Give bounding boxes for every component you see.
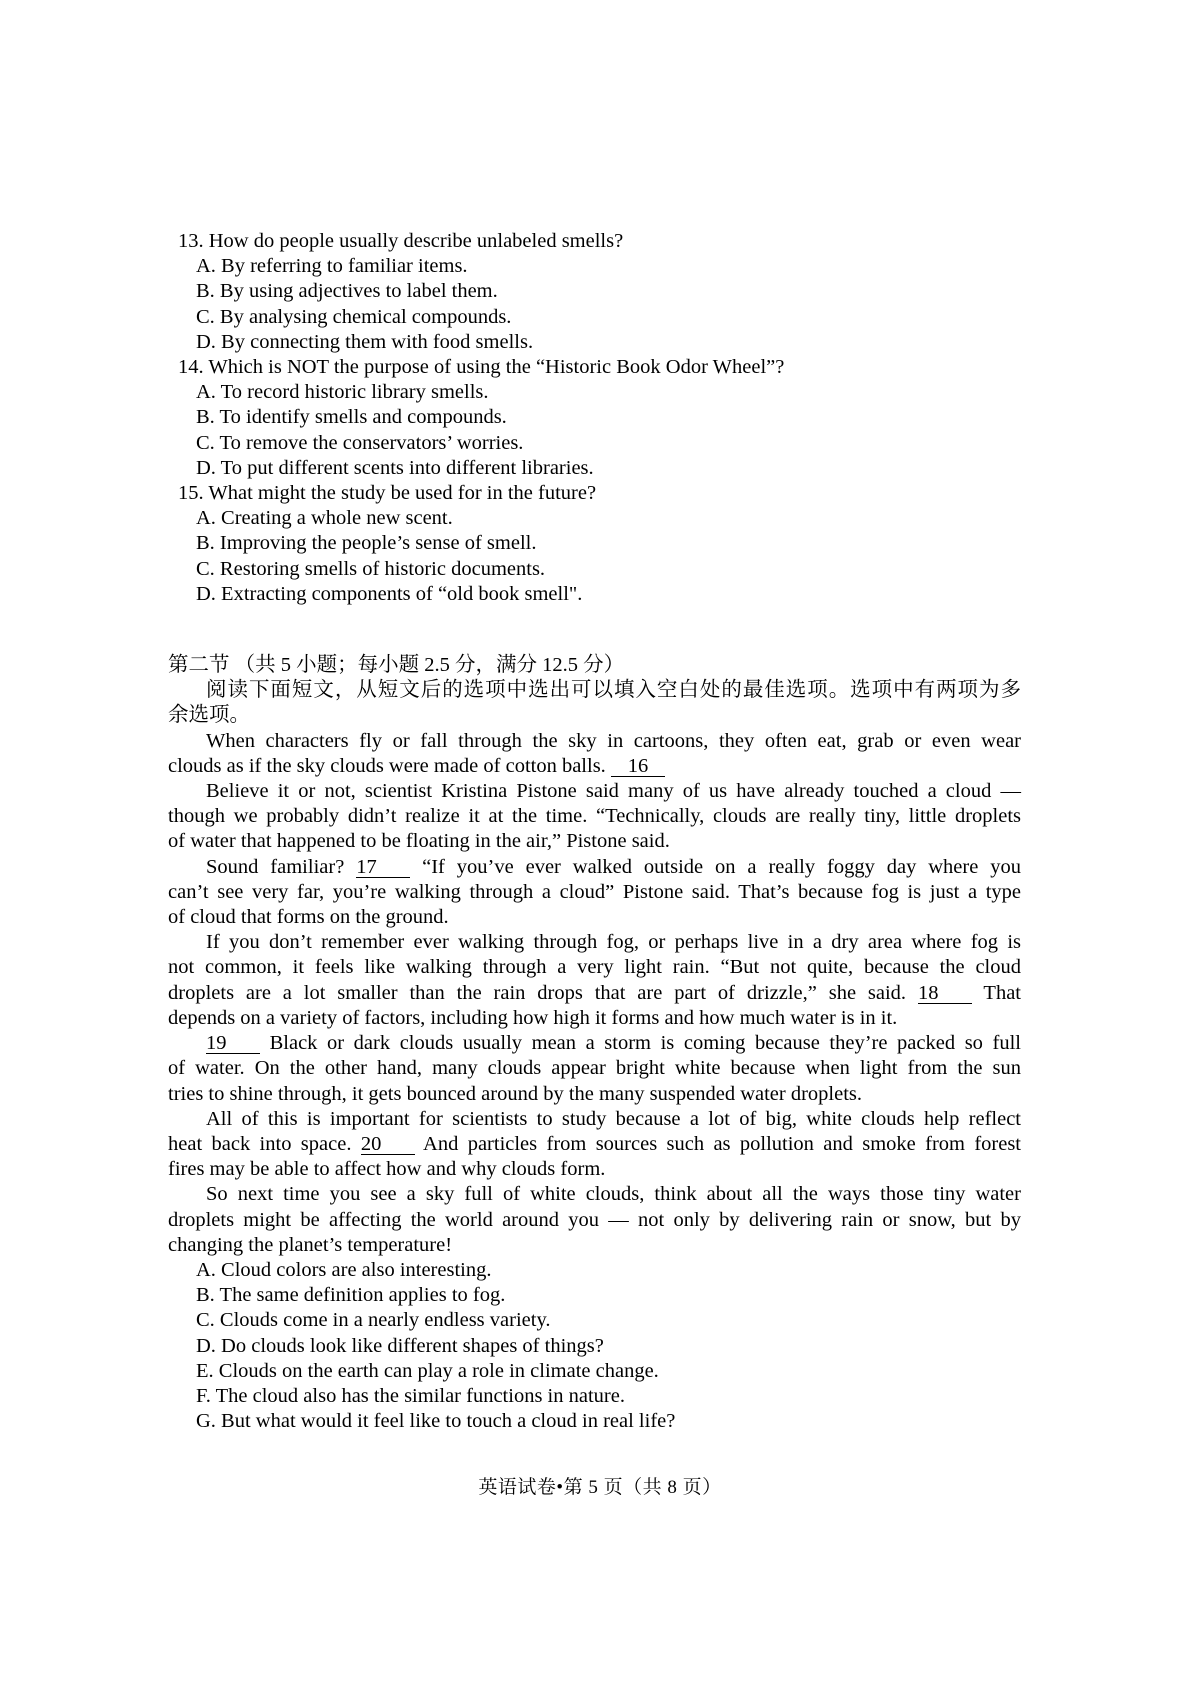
blank-20: 20 (361, 1134, 415, 1155)
question-option: B. To identify smells and compounds. (196, 406, 507, 429)
answer-option: E. Clouds on the earth can play a role in climate change. (196, 1359, 659, 1382)
passage-line: heat back into space. 20 And particles from sources such as pollution and smoke from forest (168, 1132, 1021, 1155)
question-stem: 15. What might the study be used for in the future? (178, 482, 597, 505)
passage-line: clouds as if the sky clouds were made of cotton balls. 16 (168, 754, 1021, 779)
passage-line: droplets are a lot smaller than the rain drops that are part of drizzle,” she said. 18 That (168, 981, 1021, 1004)
answer-option: C. Clouds come in a nearly endless variety. (196, 1309, 551, 1332)
passage-line: though we probably didn’t realize it at the time. “Technically, clouds are really tiny, little droplets (168, 805, 1021, 828)
passage-line: changing the planet’s temperature! (168, 1233, 453, 1256)
passage-line: Believe it or not, scientist Kristina Pistone said many of us have already touched a cloud — (206, 780, 1021, 803)
answer-option: A. Cloud colors are also interesting. (196, 1258, 492, 1281)
page-footer: 英语试卷•第 5 页（共 8 页） (478, 1477, 722, 1498)
content (168, 229, 1021, 1434)
question-option: C. Restoring smells of historic documents. (196, 557, 546, 580)
passage-line: 19 Black or dark clouds usually mean a storm is coming because they’re packed so full (206, 1032, 1021, 1055)
instruction-line: 阅读下面短文，从短文后的选项中选出可以填入空白处的最佳选项。选项中有两项为多 (206, 679, 1021, 702)
question-option: B. By using adjectives to label them. (196, 280, 498, 303)
answer-option: B. The same definition applies to fog. (196, 1284, 506, 1307)
passage-line: fires may be able to affect how and why clouds form. (168, 1158, 606, 1181)
question-option: B. Improving the people’s sense of smell. (196, 532, 537, 555)
question-option: A. Creating a whole new scent. (196, 507, 453, 530)
question-option: C. By analysing chemical compounds. (196, 305, 512, 328)
passage-line: not common, it feels like walking through a very light rain. “But not quite, because the cloud (168, 956, 1021, 979)
passage-line: tries to shine through, it gets bounced around by the many suspended water droplets. (168, 1082, 863, 1105)
passage-line: If you don’t remember ever walking through fog, or perhaps live in a dry area where fog is (206, 931, 1021, 954)
blank-18: 18 (918, 983, 972, 1004)
question-option: C. To remove the conservators’ worries. (196, 431, 524, 454)
passage-line: When characters fly or fall through the sky in cartoons, they often eat, grab or even wear (206, 729, 1021, 752)
question-option: A. To record historic library smells. (196, 381, 489, 404)
passage-line: All of this is important for scientists to study because a lot of big, white clouds help reflect (206, 1107, 1021, 1130)
passage-line: depends on a variety of factors, including how high it forms and how much water is in it. (168, 1006, 898, 1029)
question-option: D. To put different scents into different libraries. (196, 456, 594, 479)
question-option: A. By referring to familiar items. (196, 255, 468, 278)
blank-16: 16 (611, 756, 665, 777)
blank-17: 17 (356, 857, 410, 878)
passage-line: So next time you see a sky full of white clouds, think about all the ways those tiny water (206, 1183, 1021, 1206)
passage-line: can’t see very far, you’re walking through a cloud” Pistone said. That’s because fog is just a type (168, 880, 1021, 903)
passage-line: of water. On the other hand, many clouds appear bright white because when light from the sun (168, 1057, 1021, 1080)
answer-option: F. The cloud also has the similar functions in nature. (196, 1384, 625, 1407)
answer-option: D. Do clouds look like different shapes of things? (196, 1334, 604, 1357)
question-stem: 14. Which is NOT the purpose of using the “Historic Book Odor Wheel”? (178, 356, 785, 379)
question-stem: 13. How do people usually describe unlabeled smells? (178, 230, 624, 252)
passage-line: of water that happened to be floating in the air,” Pistone said. (168, 830, 670, 853)
answer-option: G. But what would it feel like to touch a cloud in real life? (196, 1410, 676, 1433)
passage-line: of cloud that forms on the ground. (168, 906, 449, 929)
instruction-line: 余选项。 (168, 704, 250, 727)
blank-19: 19 (206, 1033, 260, 1054)
question-option: D. Extracting components of “old book smell". (196, 582, 583, 605)
question-option: D. By connecting them with food smells. (196, 330, 534, 353)
passage-line: droplets might be affecting the world around you — not only by delivering rain or snow, but by (168, 1208, 1021, 1231)
section-title: 第二节 （共 5 小题；每小题 2.5 分，满分 12.5 分） (168, 654, 625, 677)
passage-line: Sound familiar? 17 “If you’ve ever walked outside on a really foggy day where you (206, 855, 1021, 878)
